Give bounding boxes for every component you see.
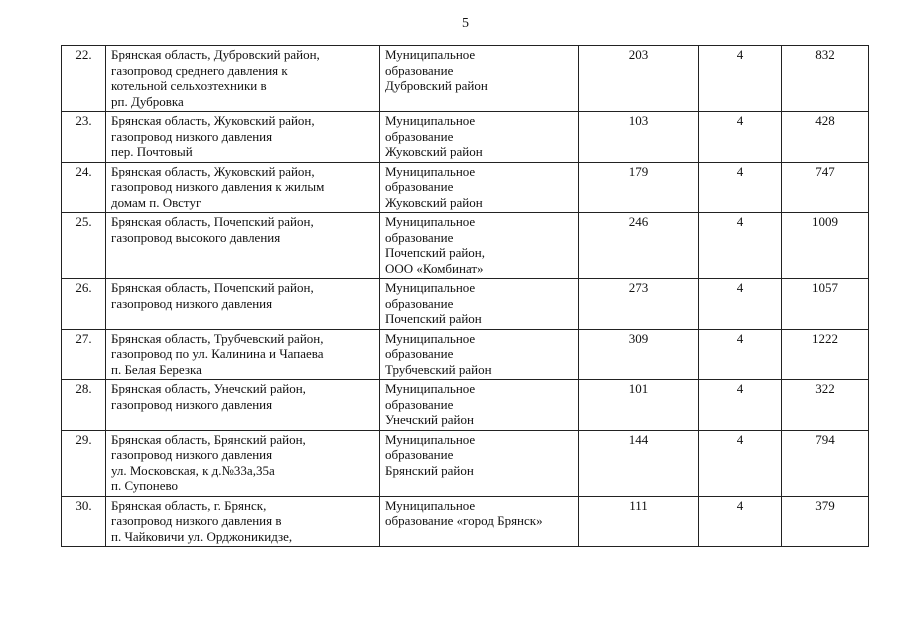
owner-cell-line: Унечский район <box>385 412 474 427</box>
owner-cell-line: Муниципальное <box>385 280 476 295</box>
value-cell-1: 144 <box>579 430 699 496</box>
object-cell-line: газопровод по ул. Калинина и Чапаева <box>111 346 324 361</box>
table-row <box>62 329 869 380</box>
object-cell-line: Брянская область, Трубчевский район, <box>111 330 324 346</box>
object-cell-line: газопровод высокого давления <box>111 229 281 245</box>
object-cell <box>106 46 380 112</box>
object-cell-line: п. Супонево <box>111 478 179 493</box>
value-cell-3: 379 <box>782 496 869 547</box>
object-cell <box>106 380 380 431</box>
object-cell-line: Брянская область, Дубровский район, <box>111 47 320 62</box>
owner-cell-line: образование <box>385 229 454 245</box>
owner-cell-line: Жуковский район <box>385 144 483 159</box>
owner-cell-line: Дубровский район <box>385 78 488 93</box>
owner-cell-line: Муниципальное <box>385 163 476 179</box>
owner-cell-line: Трубчевский район <box>385 361 492 377</box>
value-cell-1: 179 <box>579 162 699 213</box>
object-cell-line: газопровод низкого давления <box>111 295 273 311</box>
owner-cell-line: Муниципальное <box>385 214 476 229</box>
object-cell-line: газопровод низкого давления к жилым <box>111 179 325 194</box>
object-cell-line: газопровод низкого давления <box>111 447 273 462</box>
object-cell <box>106 112 380 163</box>
row-number: 25. <box>62 213 106 279</box>
object-cell-line: Брянская область, Почепский район, <box>111 280 314 295</box>
table-row <box>62 162 869 213</box>
value-cell-2: 4 <box>699 380 782 431</box>
object-cell <box>106 329 380 380</box>
object-cell-line: газопровод низкого давления <box>111 128 273 144</box>
owner-cell <box>380 380 579 431</box>
value-cell-2: 4 <box>699 279 782 330</box>
owner-cell-line: образование <box>385 396 454 412</box>
value-cell-3: 428 <box>782 112 869 163</box>
object-cell <box>106 496 380 547</box>
value-cell-2: 4 <box>699 112 782 163</box>
owner-cell-line: Муниципальное <box>385 330 476 346</box>
value-cell-3: 1222 <box>782 329 869 380</box>
gas-pipeline-table <box>61 45 869 547</box>
page-number: 5 <box>462 16 469 31</box>
owner-cell-line: ООО «Комбинат» <box>385 260 484 276</box>
owner-cell-line: Брянский район <box>385 462 474 478</box>
object-cell-line: газопровод среднего давления к <box>111 62 288 78</box>
row-number: 24. <box>62 162 106 213</box>
owner-cell-line: Муниципальное <box>385 113 476 128</box>
row-number: 23. <box>62 112 106 163</box>
owner-cell-line: образование <box>385 447 454 462</box>
value-cell-3: 322 <box>782 380 869 431</box>
owner-cell-line: Жуковский район <box>385 194 483 210</box>
object-cell-line: Брянская область, г. Брянск, <box>111 497 267 513</box>
owner-cell <box>380 496 579 547</box>
value-cell-1: 101 <box>579 380 699 431</box>
table-row <box>62 112 869 163</box>
owner-cell-line: Муниципальное <box>385 381 476 396</box>
table-body <box>62 46 869 547</box>
table-row <box>62 380 869 431</box>
value-cell-1: 111 <box>579 496 699 547</box>
owner-cell <box>380 46 579 112</box>
object-cell-line: пер. Почтовый <box>111 144 193 159</box>
object-cell-line: Брянская область, Жуковский район, <box>111 113 315 128</box>
value-cell-3: 832 <box>782 46 869 112</box>
object-cell <box>106 430 380 496</box>
owner-cell-line: образование <box>385 62 454 78</box>
value-cell-2: 4 <box>699 329 782 380</box>
owner-cell-line: образование <box>385 346 454 361</box>
value-cell-2: 4 <box>699 213 782 279</box>
object-cell-line: Брянская область, Унечский район, <box>111 381 306 396</box>
table-row <box>62 496 869 547</box>
owner-cell-line: Почепский район <box>385 311 482 326</box>
row-number: 22. <box>62 46 106 112</box>
owner-cell <box>380 162 579 213</box>
owner-cell-line: Муниципальное <box>385 431 476 447</box>
value-cell-2: 4 <box>699 46 782 112</box>
owner-cell-line: Муниципальное <box>385 497 476 513</box>
owner-cell-line: Муниципальное <box>385 47 476 62</box>
value-cell-3: 1057 <box>782 279 869 330</box>
value-cell-1: 246 <box>579 213 699 279</box>
owner-cell <box>380 112 579 163</box>
table-row <box>62 430 869 496</box>
value-cell-3: 1009 <box>782 213 869 279</box>
value-cell-2: 4 <box>699 162 782 213</box>
value-cell-1: 273 <box>579 279 699 330</box>
value-cell-1: 103 <box>579 112 699 163</box>
owner-cell <box>380 213 579 279</box>
object-cell-line: Брянская область, Брянский район, <box>111 431 306 447</box>
row-number: 27. <box>62 329 106 380</box>
object-cell-line: ул. Московская, к д.№33а,35а <box>111 462 275 478</box>
object-cell-line: газопровод низкого давления <box>111 396 273 412</box>
object-cell-line: Брянская область, Жуковский район, <box>111 163 315 179</box>
table-row <box>62 279 869 330</box>
object-cell-line: Брянская область, Почепский район, <box>111 214 314 229</box>
object-cell <box>106 279 380 330</box>
row-number: 28. <box>62 380 106 431</box>
value-cell-1: 309 <box>579 329 699 380</box>
value-cell-3: 747 <box>782 162 869 213</box>
owner-cell-line: образование «город Брянск» <box>385 513 543 528</box>
object-cell-line: п. Чайковичи ул. Орджоникидзе, <box>111 528 293 544</box>
owner-cell-line: образование <box>385 179 454 194</box>
value-cell-2: 4 <box>699 430 782 496</box>
object-cell <box>106 162 380 213</box>
table-row <box>62 213 869 279</box>
row-number: 26. <box>62 279 106 330</box>
object-cell-line: домам п. Овстуг <box>111 194 202 210</box>
value-cell-1: 203 <box>579 46 699 112</box>
table-row <box>62 46 869 112</box>
owner-cell-line: образование <box>385 128 454 144</box>
row-number: 29. <box>62 430 106 496</box>
value-cell-2: 4 <box>699 496 782 547</box>
object-cell-line: котельной сельхозтехники в <box>111 78 267 93</box>
object-cell-line: газопровод низкого давления в <box>111 513 282 528</box>
object-cell-line: рп. Дубровка <box>111 93 184 109</box>
row-number: 30. <box>62 496 106 547</box>
object-cell-line: п. Белая Березка <box>111 361 202 377</box>
owner-cell <box>380 430 579 496</box>
owner-cell-line: Почепский район, <box>385 245 486 260</box>
owner-cell <box>380 279 579 330</box>
owner-cell <box>380 329 579 380</box>
owner-cell-line: образование <box>385 295 454 311</box>
object-cell <box>106 213 380 279</box>
value-cell-3: 794 <box>782 430 869 496</box>
